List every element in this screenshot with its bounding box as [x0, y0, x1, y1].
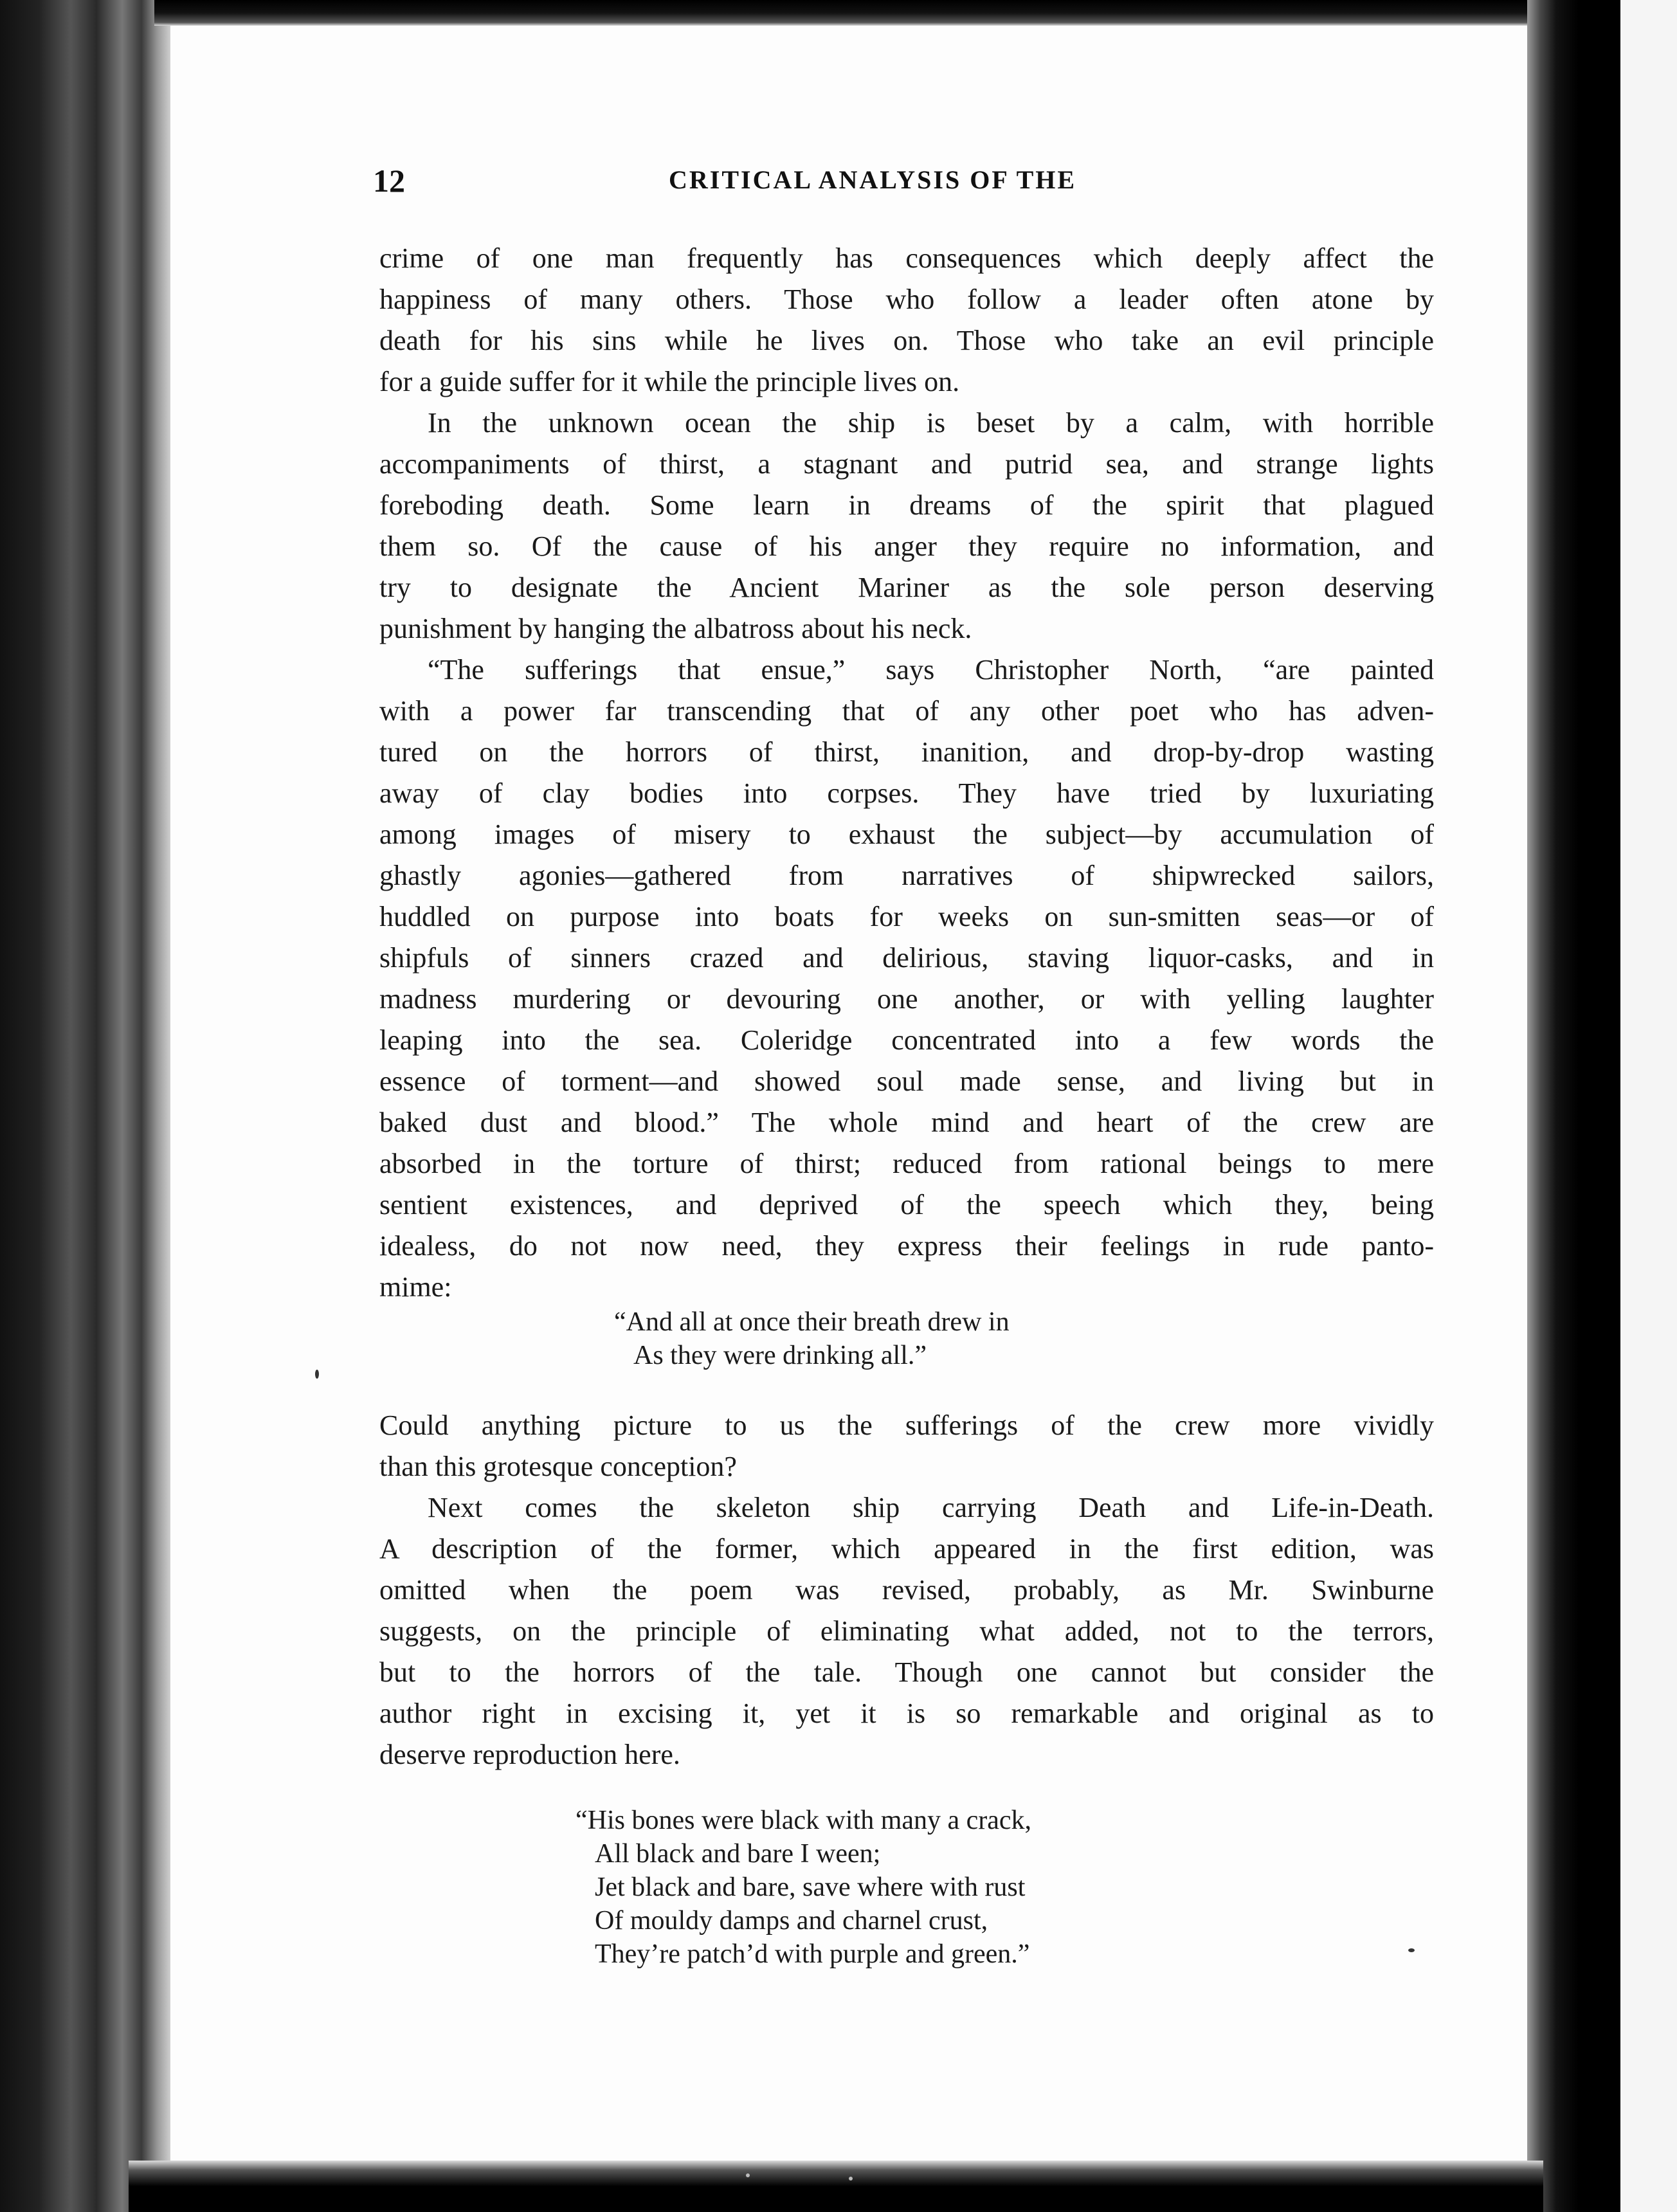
- verse-line: They’re patch’d with purple and green.”: [595, 1939, 1030, 1969]
- text-line: accompaniments of thirst, a stagnant and putrid sea, and strange lights: [379, 448, 1434, 480]
- text-line: leaping into the sea. Coleridge concentrated into a few words the: [379, 1024, 1434, 1056]
- scan-speck: [315, 1370, 319, 1379]
- page-header: [373, 162, 1498, 201]
- verse-line: Jet black and bare, save where with rust: [595, 1872, 1026, 1902]
- text-line: sentient existences, and deprived of the speech which they, being: [379, 1189, 1434, 1220]
- verse-line: “His bones were black with many a crack,: [576, 1806, 1032, 1835]
- text-line: Could anything picture to us the sufferings of the crew more vividly: [379, 1410, 1434, 1441]
- text-line: deserve reproduction here.: [379, 1739, 680, 1770]
- text-line: author right in excising it, yet it is so remarkable and original as to: [379, 1698, 1434, 1729]
- text-line: In the unknown ocean the ship is beset by a calm, with horrible: [428, 407, 1434, 439]
- text-line: madness murdering or devouring one another, or with yelling laughter: [379, 983, 1434, 1015]
- text-line: baked dust and blood.” The whole mind and heart of the crew are: [379, 1107, 1434, 1138]
- text-line: huddled on purpose into boats for weeks on sun-smitten seas—or of: [379, 901, 1434, 932]
- text-line: among images of misery to exhaust the subject—by accumulation of: [379, 819, 1434, 850]
- text-line: idealess, do not now need, they express their feelings in rude panto-: [379, 1230, 1434, 1262]
- text-line: suggests, on the principle of eliminating what added, not to the terrors,: [379, 1615, 1434, 1647]
- text-line: away of clay bodies into corpses. They have tried by luxuriating: [379, 777, 1434, 809]
- text-line: foreboding death. Some learn in dreams of the spirit that plagued: [379, 489, 1434, 521]
- paragraph-3: [379, 649, 1434, 1308]
- verse-line: “And all at once their breath drew in: [614, 1307, 1010, 1337]
- page-number: 12: [373, 163, 405, 199]
- adjacent-page-strip: [1620, 0, 1677, 2212]
- paragraph-5: [379, 1487, 1434, 1775]
- text-line: but to the horrors of the tale. Though one cannot but consider the: [379, 1656, 1434, 1688]
- scan-edge-left: [0, 0, 170, 2212]
- text-line: omitted when the poem was revised, probably, as Mr. Swinburne: [379, 1574, 1434, 1606]
- text-line: than this grotesque conception?: [379, 1451, 737, 1482]
- verse-quote-2: [576, 1804, 1031, 1971]
- scan-speck: [1408, 1948, 1415, 1952]
- text-line: happiness of many others. Those who follow a leader often atone by: [379, 284, 1434, 315]
- text-line: punishment by hanging the albatross about his neck.: [379, 613, 972, 644]
- text-line: “The sufferings that ensue,” says Christopher North, “are painted: [428, 654, 1434, 685]
- scan-speck: [746, 2173, 750, 2177]
- text-line: absorbed in the torture of thirst; reduced from rational beings to mere: [379, 1148, 1434, 1179]
- text-line: tured on the horrors of thirst, inanition, and drop-by-drop wasting: [379, 736, 1434, 768]
- text-line: crime of one man frequently has consequences which deeply affect the: [379, 242, 1434, 274]
- text-line: ghastly agonies—gathered from narratives of shipwrecked sailors,: [379, 860, 1434, 891]
- text-line: essence of torment—and showed soul made sense, and living but in: [379, 1065, 1434, 1097]
- verse-line: Of mouldy damps and charnel crust,: [595, 1906, 988, 1936]
- text-line: for a guide suffer for it while the principle lives on.: [379, 366, 960, 397]
- text-line: mime:: [379, 1271, 452, 1303]
- text-line: with a power far transcending that of any other poet who has adven-: [379, 695, 1434, 727]
- text-line: them so. Of the cause of his anger they require no information, and: [379, 530, 1434, 562]
- text-line: shipfuls of sinners crazed and delirious, staving liquor-casks, and in: [379, 942, 1434, 974]
- paragraph-1: [379, 238, 1434, 403]
- paragraph-2: [379, 403, 1434, 649]
- verse-quote-1: [614, 1305, 1010, 1372]
- verse-line: All black and bare I ween;: [595, 1839, 881, 1869]
- scan-edge-top: [154, 0, 1537, 26]
- paragraph-4: [379, 1405, 1434, 1487]
- text-line: death for his sins while he lives on. Those who take an evil principle: [379, 325, 1434, 356]
- text-line: Next comes the skeleton ship carrying Death and Life-in-Death.: [428, 1492, 1434, 1523]
- text-line: try to designate the Ancient Mariner as the sole person deserving: [379, 572, 1434, 603]
- scan-edge-bottom: [129, 2161, 1543, 2212]
- verse-line: As they were drinking all.”: [633, 1341, 927, 1370]
- text-line: A description of the former, which appeared in the first edition, was: [379, 1533, 1434, 1564]
- scan-speck: [849, 2177, 853, 2180]
- running-title: CRITICAL ANALYSIS OF THE: [669, 165, 1077, 194]
